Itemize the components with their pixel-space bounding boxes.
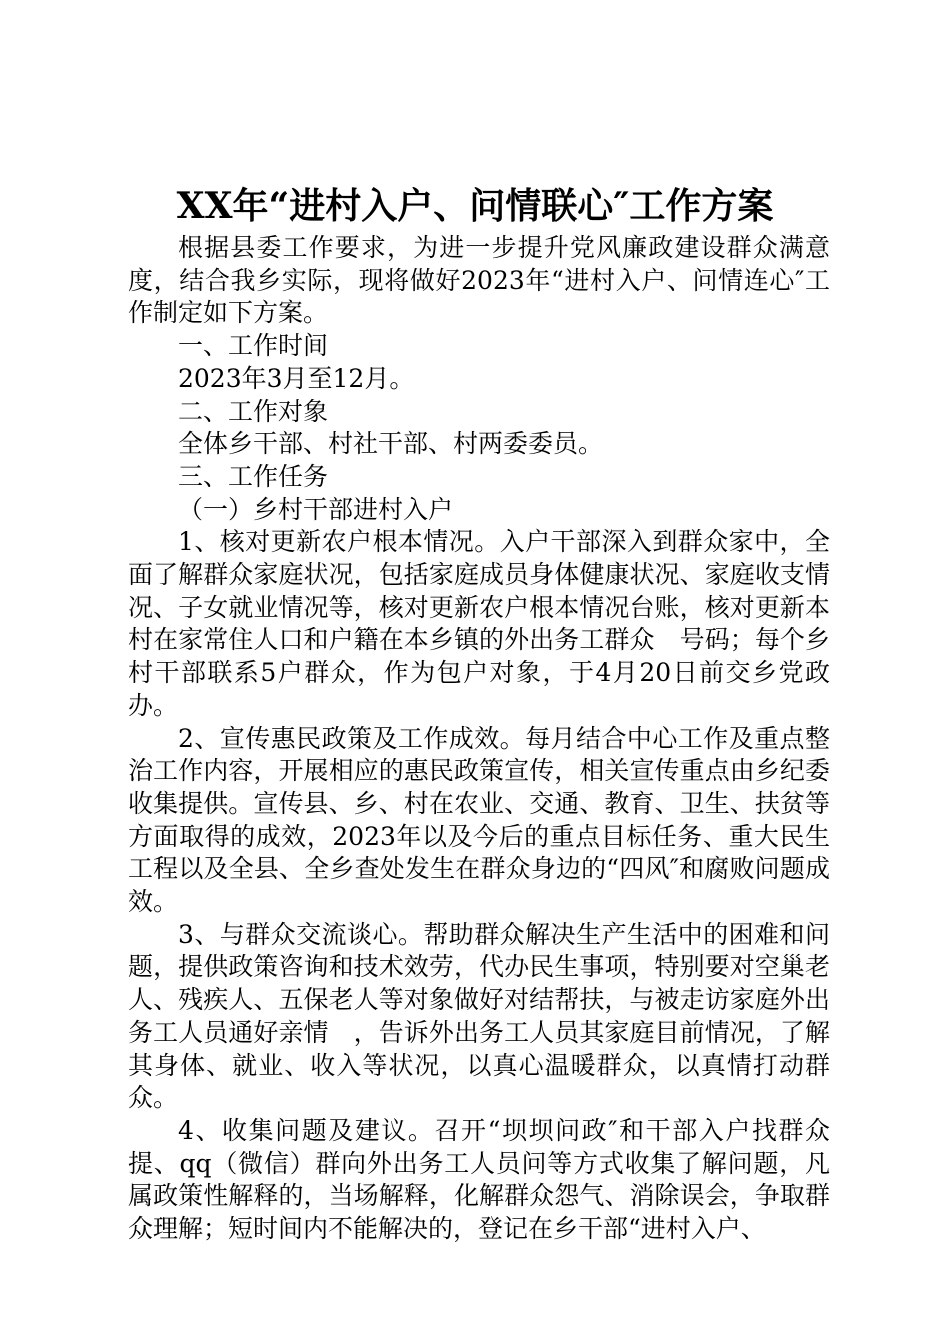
document-title: XX年“进村入户、问情联心″工作方案 [176, 185, 774, 227]
task-paragraph: 3、与群众交流谈心。帮助群众解决生产生活中的困难和问题，提供政策咨询和技术效劳，代办民生事项，特别要对空巢老人、残疾人、五保老人等对象做好对结帮扶，与被走访家庭外出务工人员通好亲情 ，告诉外出务工人员其家庭目前情况，了解其身体、就业、收入等状况，以真心温暖群众，以真情打动群众。 [128, 919, 830, 1113]
work-time-paragraph: 2023年3月至12月。 [178, 363, 415, 393]
task-paragraph: 2、宣传惠民政策及工作成效。每月结合中心工作及重点整治工作内容，开展相应的惠民政策宣传，相关宣传重点由乡纪委收集提供。宣传县、乡、村在农业、交通、教育、卫生、扶贫等方面取得的成效，2023年以及今后的重点目标任务、重大民生工程以及全县、全乡查处发生在群众身边的“四风″和腐败问题成效。 [128, 723, 830, 917]
subsection-heading: （一）乡村干部进村入户 [178, 494, 454, 524]
section-heading-work-time: 一、工作时间 [178, 331, 329, 361]
task-paragraph: 4、收集问题及建议。召开“坝坝问政″和干部入户找群众提、qq（微信）群向外出务工人员问等方式收集了解问题，凡属政策性解释的，当场解释，化解群众怨气、消除误会，争取群众理解；短时间内不能解决的，登记在乡干部“进村入户、 [128, 1115, 830, 1244]
section-heading-work-tasks: 三、工作任务 [178, 461, 329, 491]
section-heading-work-target: 二、工作对象 [178, 396, 329, 426]
intro-paragraph: 根据县委工作要求，为进一步提升党风廉政建设群众满意度，结合我乡实际，现将做好2023年“进村入户、问情连心″工作制定如下方案。 [128, 233, 830, 328]
work-target-paragraph: 全体乡干部、村社干部、村两委委员。 [178, 429, 604, 459]
task-paragraph: 1、核对更新农户根本情况。入户干部深入到群众家中，全面了解群众家庭状况，包括家庭成员身体健康状况、家庭收支情况、子女就业情况等，核对更新农户根本情况台账，核对更新本村在家常住人口和户籍在本乡镇的外出务工群众 号码；每个乡村干部联系5户群众，作为包户对象，于4月20日前交乡党政办。 [128, 527, 830, 720]
document-body [128, 232, 830, 1246]
